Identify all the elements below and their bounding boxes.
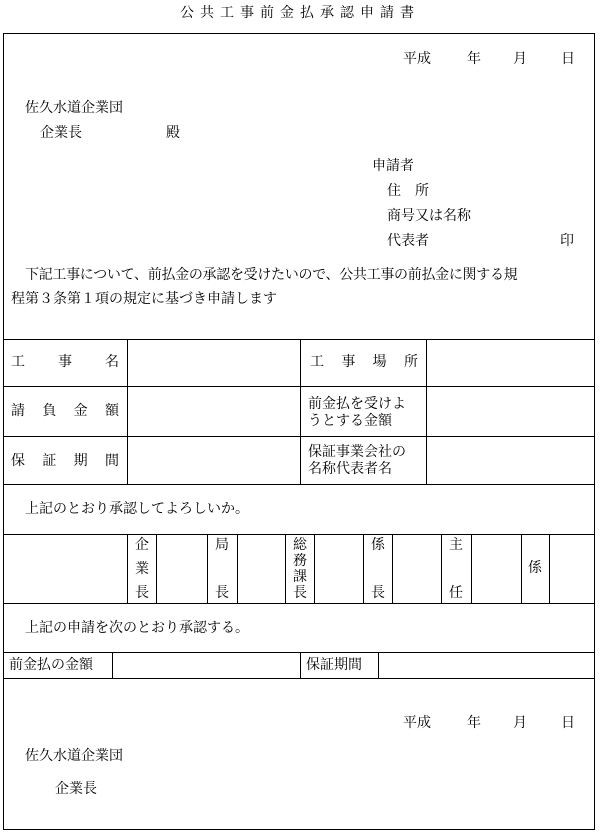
label-maekin-line1: 前金払を受けよ [308,396,406,412]
label-hosho-jigyo-line1: 保証事業会社の [308,444,406,460]
rule [3,603,595,604]
label-hosho-kikan [11,454,119,468]
rule [378,652,379,678]
stamp-label-kyokucho [214,538,230,600]
rule [207,534,208,603]
label-maekin-line2: うとする金額 [308,413,392,429]
char: 長 [215,585,229,601]
rule [3,386,595,387]
stamp-label-shunin [448,538,464,600]
rule [156,534,157,603]
char: 工 [310,354,324,370]
char: 額 [104,403,119,419]
addressee-org: 佐久水道企業団 [25,100,123,116]
char: 場 [372,354,387,370]
char: 長 [293,585,307,601]
rule [314,534,315,603]
label-hosho-jigyo-line2: 名称代表者名 [308,461,392,477]
body-text-line1: 下記工事について、前払金の承認を受けたいので、公共工事の前払金に関する規 [25,267,518,283]
applicant-label: 申請者 [372,158,414,174]
char: 名 [105,354,119,370]
body-text-line2: 程第３条第１項の規定に基づき申請します [11,291,277,307]
footer-date-era: 平成 [403,715,431,731]
applicant-seal: 印 [560,233,574,249]
rule [521,534,522,603]
char: 請 [11,403,25,419]
footer-chief: 企業長 [55,781,97,797]
char: 主 [449,537,463,553]
date-era: 平成 [403,51,431,67]
rule [300,339,301,484]
char: 長 [371,585,385,601]
char: 間 [104,453,119,469]
char: 証 [42,453,57,469]
label-hosho-kikan-approval: 保証期間 [306,657,362,673]
char: 保 [11,453,25,469]
rule [3,652,595,653]
char: 務 [293,553,307,569]
footer-org: 佐久水道企業団 [25,748,123,764]
char: 任 [449,585,463,601]
rule [3,339,595,340]
date-day: 日 [561,51,575,67]
footer-date-month: 月 [513,715,527,731]
stamp-label-kigyocho [134,538,150,600]
applicant-company-label: 商号又は名称 [387,208,471,224]
rule [363,534,364,603]
rule [237,534,238,603]
applicant-rep-label: 代表者 [387,233,429,249]
rule [3,484,595,485]
char: 係 [371,537,385,553]
char: 長 [135,585,149,601]
rule [3,678,595,679]
rule [127,534,128,603]
char: 局 [215,537,229,553]
label-maekin-amount: 前金払の金額 [9,657,93,673]
char: 金 [73,403,88,419]
addressee-chief: 企業長 [40,125,82,141]
rule [441,534,442,603]
char: 企 [135,537,149,553]
rule [426,339,427,484]
form-frame [3,33,595,830]
char: 課 [293,569,307,585]
char: 工 [11,354,25,370]
rule [471,534,472,603]
stamp-label-kakari: 係 [528,560,542,576]
rule [392,534,393,603]
stamp-label-somu-kacho [292,538,308,600]
stamp-label-kakaricho [370,538,386,600]
rule [300,652,301,678]
approval-statement: 上記の申請を次のとおり承認する。 [25,620,249,636]
rule [127,339,128,484]
char: 業 [135,561,149,577]
date-year: 年 [467,51,481,67]
rule [3,534,595,535]
rule [549,534,550,603]
char: 負 [42,403,57,419]
rule [3,436,595,437]
rule [112,652,113,678]
footer-date-year: 年 [467,715,481,731]
date-month: 月 [513,51,527,67]
label-koji-mei [11,355,119,369]
approval-question: 上記のとおり承認してよろしいか。 [25,501,249,517]
form-title: 公共工事前金払承認申請書 [180,5,420,21]
char: 事 [58,354,72,370]
label-koji-basho [310,355,418,369]
rule [285,534,286,603]
char: 事 [341,354,356,370]
addressee-dono: 殿 [166,125,180,141]
label-ukeoi-kingaku [11,404,119,418]
footer-date-day: 日 [561,715,575,731]
char: 所 [403,354,418,370]
applicant-address-label: 住 所 [387,183,429,199]
char: 総 [293,537,307,553]
char: 期 [73,453,88,469]
